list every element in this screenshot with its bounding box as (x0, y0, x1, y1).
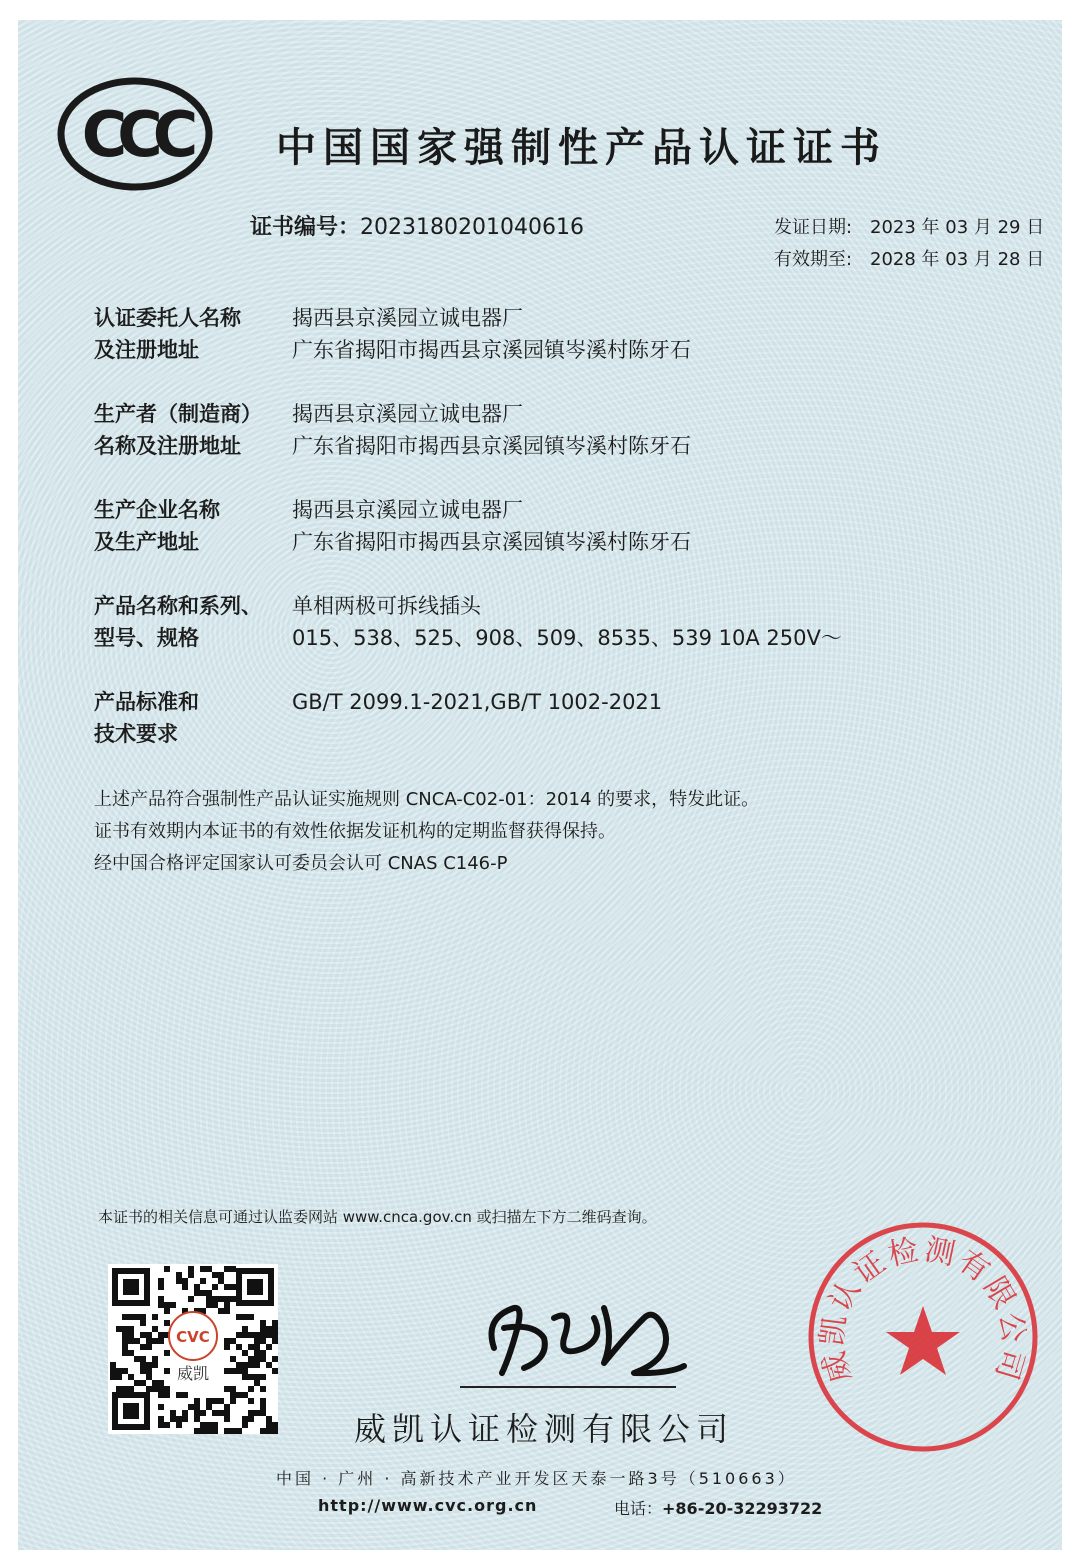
certificate (18, 20, 1062, 1550)
issuer-address: 中国 · 广州 · 高新技术产业开发区天泰一路3号（510663） (276, 1469, 797, 1488)
certificate-number-value: 2023180201040616 (360, 215, 584, 240)
section-label: 认证委托人名称 (94, 306, 241, 330)
section-label: 及生产地址 (94, 530, 199, 554)
section-value: 广东省揭阳市揭西县京溪园镇岑溪村陈牙石 (292, 530, 691, 554)
section-label: 型号、规格 (94, 626, 199, 650)
phone-label: 电话： (614, 1499, 663, 1518)
section-value: 揭西县京溪园立诚电器厂 (292, 402, 523, 426)
certificate-number (250, 210, 584, 241)
section-value: GB/T 2099.1-2021,GB/T 1002-2021 (292, 690, 663, 714)
signature-icon (454, 1278, 694, 1388)
issuer-contact (318, 1496, 823, 1518)
phone-value: +86-20-32293722 (662, 1499, 823, 1518)
section-value: 揭西县京溪园立诚电器厂 (292, 306, 523, 330)
section-value: 单相两极可拆线插头 (292, 594, 481, 618)
certificate-number-label: 证书编号： (250, 215, 361, 240)
svg-text:威凯: 威凯 (176, 1364, 210, 1383)
certificate-dates (774, 212, 1044, 276)
issuer-url[interactable]: http://www.cvc.org.cn (318, 1496, 538, 1515)
section-label: 生产企业名称 (94, 498, 220, 522)
section-value: 015、538、525、908、509、8535、539 10A 250V～ (292, 626, 842, 650)
statement-line: 经中国合格评定国家认可委员会认可 CNAS C146-P (94, 853, 508, 874)
ccc-logo-icon (56, 76, 214, 192)
section-label: 及注册地址 (94, 338, 199, 362)
issuer-company: 威凯认证检测有限公司 (354, 1410, 735, 1448)
section-label: 产品标准和 (94, 690, 199, 714)
issuer-phone (614, 1496, 822, 1519)
section-label: 生产者（制造商） (94, 402, 262, 426)
section-label: 产品名称和系列、 (94, 594, 262, 618)
svg-text:威凯认证检测有限公司: 威凯认证检测有限公司 (814, 1232, 1032, 1387)
section-value: 揭西县京溪园立诚电器厂 (292, 498, 523, 522)
qr-code-icon[interactable] (108, 1264, 278, 1434)
signature-line (460, 1386, 676, 1388)
section-value: 广东省揭阳市揭西县京溪园镇岑溪村陈牙石 (292, 434, 691, 458)
section-label: 技术要求 (94, 722, 178, 746)
svg-text:CVC: CVC (176, 1328, 210, 1346)
section-value: 广东省揭阳市揭西县京溪园镇岑溪村陈牙石 (292, 338, 691, 362)
certification-statement (94, 784, 759, 880)
valid-until-value: 2028 年 03 月 28 日 (870, 249, 1045, 270)
issue-date-value: 2023 年 03 月 29 日 (870, 217, 1045, 238)
statement-line: 证书有效期内本证书的有效性依据发证机构的定期监督获得保持。 (94, 821, 616, 842)
statement-line: 上述产品符合强制性产品认证实施规则 CNCA-C02-01：2014 的要求，特发此证。 (94, 789, 760, 810)
website-note: 本证书的相关信息可通过认监委网站 www.cnca.gov.cn 或扫描左下方二维码查询。 (98, 1208, 657, 1226)
section-label: 名称及注册地址 (94, 434, 241, 458)
valid-until-label: 有效期至: (774, 249, 853, 270)
issue-date-label: 发证日期: (774, 217, 853, 238)
company-seal-icon (804, 1218, 1042, 1456)
svg-text:CCC: CCC (81, 98, 189, 171)
certificate-title: 中国国家强制性产品认证证书 (276, 125, 887, 171)
